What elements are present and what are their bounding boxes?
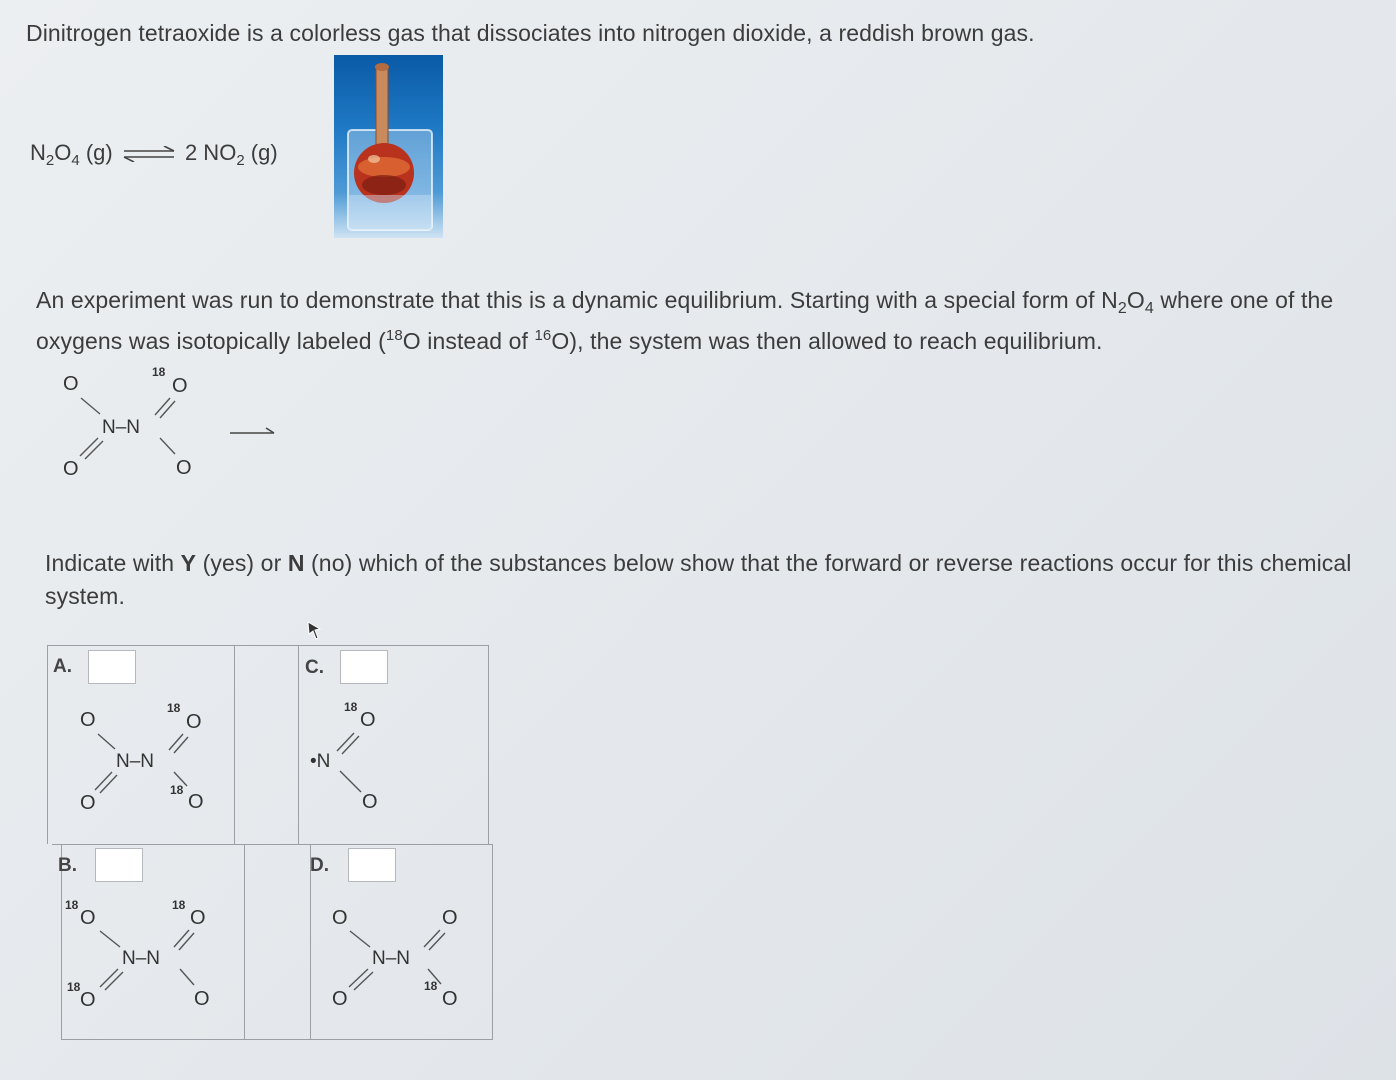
svg-text:18: 18 bbox=[67, 980, 81, 994]
option-a-molecule bbox=[70, 696, 220, 821]
grid-left-border-top bbox=[47, 645, 48, 844]
experiment-part1: An experiment was run to demonstrate that this is a dynamic equilibrium. Starting with a special form of N bbox=[36, 287, 1118, 313]
option-a-answer-box[interactable] bbox=[88, 650, 136, 684]
question-no: N bbox=[287, 550, 305, 576]
svg-text:O: O bbox=[362, 791, 378, 813]
svg-text:N–N: N–N bbox=[122, 948, 161, 969]
start-nn: N–N bbox=[102, 417, 141, 438]
experiment-sub2: 4 bbox=[1144, 300, 1154, 317]
question-yes: Y bbox=[180, 550, 197, 576]
option-c-molecule bbox=[306, 696, 406, 821]
experiment-sup1: 18 bbox=[385, 327, 403, 344]
option-d-molecule bbox=[322, 894, 482, 1019]
svg-text:N–N: N–N bbox=[372, 948, 411, 969]
reaction-arrow-icon bbox=[228, 426, 278, 440]
option-c-answer-box[interactable] bbox=[340, 650, 388, 684]
experiment-text bbox=[36, 284, 1386, 358]
svg-text:O: O bbox=[442, 988, 458, 1010]
svg-text:O: O bbox=[332, 988, 348, 1010]
reactant-subscript-n: 2 bbox=[45, 152, 55, 169]
product-state: (g) bbox=[244, 140, 278, 165]
question-part1: Indicate with bbox=[45, 550, 181, 576]
grid-divider-c bbox=[298, 645, 299, 844]
svg-text:O: O bbox=[80, 792, 96, 814]
equation bbox=[30, 140, 278, 169]
start-molecule bbox=[50, 362, 220, 492]
start-o-bottom-right: O bbox=[176, 457, 192, 479]
grid-divider-a bbox=[234, 645, 235, 844]
product-formula: 2 NO bbox=[184, 140, 237, 165]
option-a-label: A. bbox=[53, 656, 72, 677]
experiment-part5: O), the system was then allowed to reach equilibrium. bbox=[551, 328, 1103, 354]
svg-text:O: O bbox=[188, 791, 204, 813]
start-iso-label: 18 bbox=[152, 365, 166, 379]
grid-middle-border bbox=[52, 844, 492, 845]
svg-text:18: 18 bbox=[344, 700, 358, 714]
svg-text:O: O bbox=[80, 709, 96, 731]
reactant-state: (g) bbox=[79, 140, 113, 165]
option-b-label: B. bbox=[58, 855, 77, 876]
start-o-top-left: O bbox=[63, 373, 79, 395]
equilibrium-arrows-icon bbox=[121, 146, 177, 162]
experiment-part2: O bbox=[1126, 287, 1145, 313]
grid-top-border bbox=[47, 645, 489, 646]
svg-text:O: O bbox=[186, 711, 202, 733]
experiment-part3: where one of the oxygens was isotopically labeled ( bbox=[36, 287, 1334, 354]
svg-text:O: O bbox=[360, 709, 376, 731]
intro-text: Dinitrogen tetraoxide is a colorless gas that dissociates into nitrogen dioxide, a reddish brown gas. bbox=[26, 20, 1035, 46]
option-d-answer-box[interactable] bbox=[348, 848, 396, 882]
svg-text:O: O bbox=[80, 989, 96, 1011]
option-c-label: C. bbox=[305, 657, 324, 678]
mouse-cursor-icon bbox=[306, 620, 324, 642]
grid-right-border-bottom bbox=[492, 844, 493, 1040]
grid-divider-b bbox=[244, 844, 245, 1040]
question-part3: (no) which of the substances below show that the forward or reverse reactions occur for this chemical system. bbox=[45, 550, 1352, 609]
experiment-sub1: 2 bbox=[1117, 300, 1127, 317]
option-d-label: D. bbox=[310, 855, 329, 876]
svg-text:18: 18 bbox=[65, 898, 79, 912]
question-text bbox=[45, 547, 1390, 613]
svg-text:O: O bbox=[332, 907, 348, 929]
experiment-part4: O instead of bbox=[402, 328, 535, 354]
svg-text:18: 18 bbox=[172, 898, 186, 912]
svg-text:•N: •N bbox=[310, 751, 331, 772]
flask-in-beaker-photo bbox=[334, 55, 443, 238]
product-subscript: 2 bbox=[236, 152, 245, 169]
start-o-bottom-left: O bbox=[63, 458, 79, 480]
grid-right-border-top bbox=[488, 645, 489, 844]
svg-text:18: 18 bbox=[170, 783, 184, 797]
option-b-molecule bbox=[62, 894, 222, 1019]
experiment-sup2: 16 bbox=[534, 327, 552, 344]
reactant-symbol: N bbox=[30, 140, 46, 165]
start-o-top-right: O bbox=[172, 375, 188, 397]
svg-text:O: O bbox=[190, 907, 206, 929]
svg-text:18: 18 bbox=[424, 979, 438, 993]
svg-text:N–N: N–N bbox=[116, 751, 155, 772]
option-b-answer-box[interactable] bbox=[95, 848, 143, 882]
svg-text:O: O bbox=[80, 907, 96, 929]
grid-bottom-border bbox=[61, 1039, 493, 1040]
svg-text:O: O bbox=[194, 988, 210, 1010]
svg-text:18: 18 bbox=[167, 701, 181, 715]
reactant-oxygen: O bbox=[54, 140, 72, 165]
svg-text:O: O bbox=[442, 907, 458, 929]
reactant-subscript-o: 4 bbox=[71, 152, 80, 169]
question-part2: (yes) or bbox=[196, 550, 288, 576]
